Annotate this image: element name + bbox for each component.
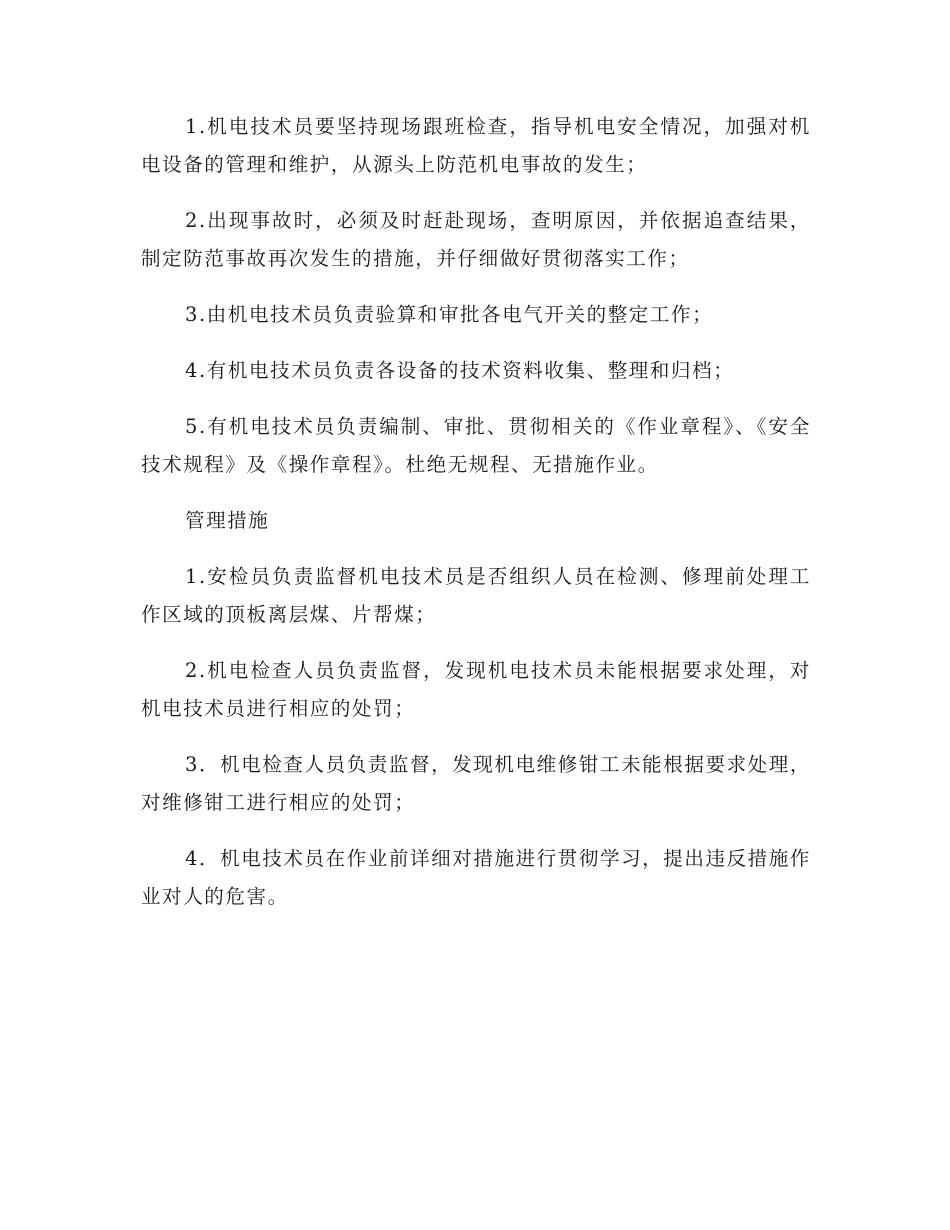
duty-item-2: 2.出现事故时，必须及时赶赴现场，查明原因，并依据追查结果，制定防范事故再次发生的措施，并仔细做好贯彻落实工作； — [141, 209, 811, 270]
measure-item-4: 4．机电技术员在作业前详细对措施进行贯彻学习，提出违反措施作业对人的危害。 — [141, 847, 811, 908]
document-body — [141, 108, 811, 934]
duty-item-5: 5.有机电技术员负责编制、审批、贯彻相关的《作业章程》、《安全技术规程》及《操作章程》。杜绝无规程、无措施作业。 — [141, 415, 811, 476]
measure-item-2: 2.机电检查人员负责监督，发现机电技术员未能根据要求处理，对机电技术员进行相应的处罚； — [141, 659, 811, 720]
duty-item-1: 1.机电技术员要坚持现场跟班检查，指导机电安全情况，加强对机电设备的管理和维护，从源头上防范机电事故的发生； — [141, 115, 811, 176]
measure-item-1: 1.安检员负责监督机电技术员是否组织人员在检测、修理前处理工作区域的顶板离层煤、片帮煤； — [141, 565, 811, 626]
duty-item-3: 3.由机电技术员负责验算和审批各电气开关的整定工作； — [185, 303, 714, 326]
duty-item-4: 4.有机电技术员负责各设备的技术资料收集、整理和归档； — [185, 359, 735, 382]
measure-item-3: 3．机电检查人员负责监督，发现机电维修钳工未能根据要求处理，对维修钳工进行相应的处罚； — [141, 753, 811, 814]
section-heading: 管理措施 — [185, 509, 270, 532]
